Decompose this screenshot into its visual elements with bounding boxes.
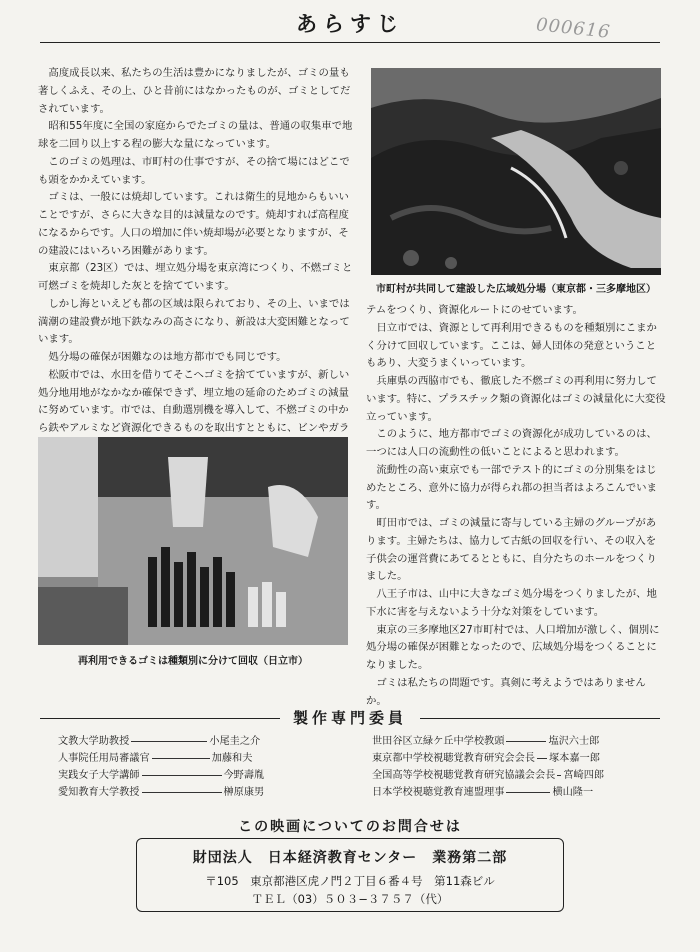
synopsis-paragraph: 八王子市は、山中に大きなゴミ処分場をつくりましたが、地下水に害を与えないよう十分な対策をしています。 (366, 588, 657, 618)
committee-member (372, 784, 672, 801)
synopsis-paragraph: 昭和55年度に全国の家庭からでたゴミの量は、普通の収集車で地球を二回り以上する程の膨大な量になっています。 (38, 120, 353, 150)
synopsis-paragraph: 日立市では、資源として再利用できるものを種類別にこまかく分けて回収しています。ここは、婦人団体の発意ということもあり、大変うまくいっています。 (366, 321, 657, 370)
synopsis-left-column (38, 65, 354, 456)
member-role: 世田谷区立緑ケ丘中学校教頭 (372, 736, 505, 747)
member-role: 人事院任用局審議官 (58, 753, 150, 764)
committee-member (58, 750, 348, 767)
page-title: あらすじ (296, 11, 404, 36)
synopsis-right-column (366, 302, 666, 710)
member-name: 塚本嘉一郎 (549, 753, 600, 764)
committee-member (372, 733, 672, 750)
committee-heading: 製作専門委員 (292, 709, 407, 727)
recycling-collection-photo (38, 437, 348, 645)
member-name: 榊原康男 (223, 787, 265, 798)
member-role: 文教大学助教授 (58, 736, 130, 747)
committee-left-list (58, 733, 348, 801)
contact-organization: 財団法人 日本経済教育センター 業務第二部 (192, 850, 508, 866)
contact-address: 〒105 東京都港区虎ノ門２丁目６番４号 第11森ビル (205, 874, 495, 888)
synopsis-paragraph: このように、地方都市でゴミの資源化が成功しているのは、一つには人口の流動性の低いことによると思われます。 (366, 428, 657, 458)
synopsis-paragraph: 兵庫県の西脇市でも、徹底した不燃ゴミの再利用に努力しています。特に、プラスチック類の資源化はゴミの減量化に大変役立っています。 (366, 375, 666, 423)
committee-member (58, 784, 348, 801)
member-name: 宮崎四郎 (563, 770, 605, 781)
landfill-aerial-photo (371, 68, 661, 275)
contact-heading: この映画についてのお問合せは (238, 819, 462, 835)
photo-caption-top: 市町村が共同して建設した広域処分場（東京都・三多摩地区） (376, 284, 656, 295)
member-role: 日本学校視聴覚教育連盟理事 (372, 787, 505, 798)
synopsis-paragraph: 松阪市では、水田を借りてそこへゴミを捨てていますが、新しい処分地用地がなかなか確保できず、埋立地の延命のためゴミの減量に努めています。市では、自動選別機を導入して、不燃ゴミの中から鉄やアルミなど資源化できるものを取出すとともに、ビンやガラ (38, 368, 350, 434)
title-divider (40, 42, 660, 43)
committee-member (372, 767, 672, 784)
member-role: 全国高等学校視聴覚教育研究協議会会長 (372, 770, 556, 781)
committee-member (58, 733, 348, 750)
member-role: 実践女子大学講師 (58, 770, 140, 781)
committee-right-list (372, 733, 672, 801)
member-role: 東京都中学校視聴覚教育研究会会長 (372, 753, 535, 764)
committee-rule-right (420, 718, 660, 719)
member-name: 横山隆一 (552, 787, 594, 798)
photo-caption-bottom: 再利用できるゴミは種類別に分けて回収（日立市） (78, 656, 308, 667)
page-number-stamp: 000616 (535, 14, 612, 43)
member-name: 小尾圭之介 (209, 736, 261, 747)
synopsis-paragraph: 流動性の高い東京でも一部でテスト的にゴミの分別集をはじめたところ、意外に協力が得られ都の担当者はよろこんでいます。 (366, 463, 657, 512)
synopsis-paragraph: 東京都（23区）では、埋立処分場を東京湾につくり、不燃ゴミと可燃ゴミを焼却した灰とを捨てています。 (38, 262, 353, 292)
synopsis-paragraph: 町田市では、ゴミの減量に寄与している主婦のグループがあります。主婦たちは、協力して古紙の回収を行い、その収入を子供会の運営費にあてるとともに、自分たちのホールをつくりました。 (366, 517, 657, 583)
synopsis-paragraph: ゴミは、一般には焼却しています。これは衛生的見地からもいいことですが、さらに大きな目的は減量なのです。焼却すれば高程度になるからです。人口の増加に伴い焼却場が必要となりますが、その建設にはいろいろ困難があります。 (38, 191, 349, 257)
committee-member (372, 750, 672, 767)
synopsis-paragraph: 東京の三多摩地区27市町村では、人口増加が激しく、個別に処分場の確保が困難となったので、広域処分場をつくることになりました。 (366, 623, 660, 671)
member-name: 加藤和夫 (211, 753, 253, 764)
synopsis-paragraph: 高度成長以来、私たちの生活は豊かになりましたが、ゴミの量も著しくふえ、その上、ひと昔前にはなかったものが、ゴミとしてだされています。 (38, 67, 351, 115)
member-role: 愛知教育大学教授 (58, 787, 140, 798)
synopsis-paragraph: このゴミの処理は、市町村の仕事ですが、その捨て場にはどこでも頭をかかえています。 (38, 155, 350, 186)
synopsis-paragraph: テムをつくり、資源化ルートにのせています。 (366, 304, 583, 316)
contact-phone: ＴＥＬ（03）５０３−３７５７（代） (251, 892, 449, 906)
synopsis-paragraph: ゴミは私たちの問題です。真剣に考えようではありませんか。 (366, 676, 646, 707)
member-name: 塩沢六士郎 (548, 736, 600, 747)
synopsis-paragraph: しかし海といえども都の区域は限られており、その上、いまでは満潮の建設費が地下鉄なみの高さになり、新設は大変困難となっています。 (38, 297, 350, 346)
committee-member (58, 767, 348, 784)
synopsis-paragraph: 処分場の確保が困難なのは地方都市でも同じです。 (48, 351, 287, 363)
contact-box (136, 838, 564, 912)
member-name: 今野壽胤 (223, 770, 265, 781)
